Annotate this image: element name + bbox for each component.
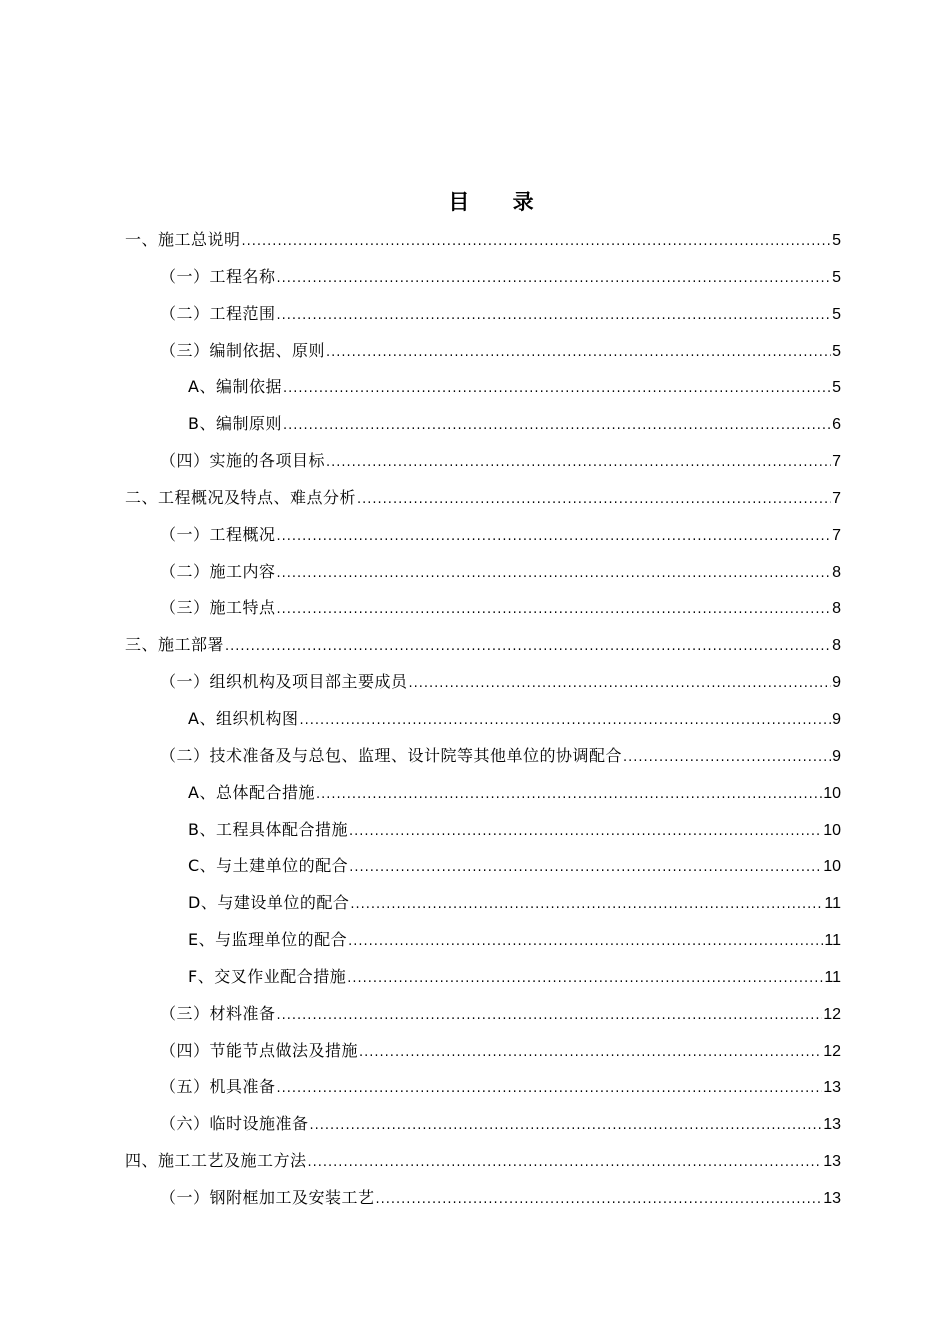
toc-page-number: 10: [823, 821, 841, 839]
toc-entry-text: 二、工程概况及特点、难点分析: [125, 487, 357, 507]
toc-entry-text: C、与土建单位的配合: [188, 856, 349, 876]
toc-entry-text: 四、施工工艺及施工方法: [125, 1151, 307, 1171]
toc-entry[interactable]: [125, 664, 841, 701]
toc-entry-text: （一）钢附框加工及安装工艺: [160, 1187, 375, 1207]
toc-entry[interactable]: [125, 296, 841, 333]
toc-entry[interactable]: [125, 554, 841, 591]
toc-page-number: 7: [832, 526, 841, 544]
toc-dot-leader: [277, 298, 832, 335]
toc-page-number: 11: [824, 932, 841, 950]
toc-dot-leader: [350, 887, 823, 924]
toc-dot-leader: [348, 924, 823, 961]
toc-entry-text: F、交叉作业配合措施: [188, 966, 347, 986]
toc-page-number: 12: [823, 1042, 841, 1060]
toc-page-number: 11: [824, 895, 841, 913]
toc-page-number: 6: [832, 416, 841, 434]
toc-page-number: 13: [823, 1116, 841, 1134]
toc-page-number: 7: [832, 489, 841, 507]
toc-entry-text: E、与监理单位的配合: [188, 930, 348, 950]
toc-entry[interactable]: [125, 222, 841, 259]
toc-dot-leader: [326, 335, 831, 372]
toc-dot-leader: [299, 703, 831, 740]
toc-entry[interactable]: [125, 259, 841, 296]
toc-entry-text: A、总体配合措施: [188, 782, 315, 802]
toc-entry-text: 一、施工总说明: [125, 230, 241, 249]
toc-page-number: 5: [832, 379, 841, 397]
toc-entry[interactable]: [125, 885, 841, 922]
toc-entry-text: （二）工程范围: [160, 303, 276, 323]
toc-entry[interactable]: [125, 1069, 841, 1106]
toc-list: [125, 222, 841, 1217]
toc-dot-leader: [347, 961, 823, 998]
toc-dot-leader: [277, 1071, 823, 1108]
toc-page-number: 8: [832, 600, 841, 618]
toc-page-number: 5: [832, 268, 841, 286]
toc-entry[interactable]: [125, 1143, 841, 1180]
toc-entry[interactable]: [125, 959, 841, 996]
toc-page-number: 5: [832, 305, 841, 323]
toc-dot-leader: [359, 1035, 822, 1072]
toc-page-number: 9: [832, 674, 841, 692]
toc-page-number: 13: [823, 1079, 841, 1097]
toc-dot-leader: [316, 777, 822, 814]
toc-entry-text: （三）施工特点: [160, 598, 276, 618]
toc-entry[interactable]: [125, 1106, 841, 1143]
toc-entry[interactable]: [125, 627, 841, 664]
toc-page-number: 13: [823, 1189, 841, 1207]
toc-page-number: 8: [832, 637, 841, 655]
toc-dot-leader: [308, 1145, 823, 1182]
toc-entry[interactable]: [125, 701, 841, 738]
toc-entry-text: （一）工程概况: [160, 524, 276, 544]
toc-title: 目 录: [448, 190, 552, 214]
toc-page-number: 7: [832, 453, 841, 471]
toc-entry[interactable]: [125, 333, 841, 370]
toc-dot-leader: [277, 592, 832, 629]
toc-entry-text: （一）组织机构及项目部主要成员: [160, 672, 408, 692]
toc-entry[interactable]: [125, 480, 841, 517]
toc-dot-leader: [357, 482, 831, 519]
toc-entry-text: （三）材料准备: [160, 1003, 276, 1023]
toc-entry[interactable]: [125, 738, 841, 775]
toc-entry-text: （六）临时设施准备: [160, 1114, 309, 1134]
toc-entry[interactable]: [125, 848, 841, 885]
toc-entry[interactable]: [125, 812, 841, 849]
toc-entry-text: （二）施工内容: [160, 561, 276, 581]
toc-entry-text: 三、施工部署: [125, 635, 225, 655]
toc-entry-text: B、编制原则: [188, 414, 282, 434]
toc-dot-leader: [310, 1108, 823, 1145]
toc-dot-leader: [349, 814, 822, 851]
toc-dot-leader: [326, 445, 831, 482]
toc-entry[interactable]: [125, 369, 841, 406]
toc-dot-leader: [349, 850, 822, 887]
toc-entry-text: （三）编制依据、原则: [160, 340, 326, 360]
toc-entry-text: （四）节能节点做法及措施: [160, 1040, 359, 1060]
toc-dot-leader: [277, 519, 832, 556]
toc-entry-text: （二）技术准备及与总包、监理、设计院等其他单位的协调配合: [160, 745, 623, 765]
toc-entry-text: （一）工程名称: [160, 266, 276, 286]
toc-dot-leader: [277, 556, 832, 593]
toc-dot-leader: [283, 371, 831, 408]
toc-entry-text: （五）机具准备: [160, 1077, 276, 1097]
toc-entry[interactable]: [125, 406, 841, 443]
toc-page-number: 12: [823, 1005, 841, 1023]
toc-entry-text: B、工程具体配合措施: [188, 819, 348, 839]
toc-entry-text: D、与建设单位的配合: [188, 893, 350, 913]
toc-page-number: 5: [832, 342, 841, 360]
toc-entry[interactable]: [125, 775, 841, 812]
toc-dot-leader: [376, 1182, 823, 1219]
toc-entry[interactable]: [125, 1033, 841, 1070]
toc-entry[interactable]: [125, 443, 841, 480]
toc-dot-leader: [623, 740, 831, 777]
toc-dot-leader: [277, 261, 832, 298]
toc-entry[interactable]: [125, 590, 841, 627]
toc-page-number: 5: [832, 232, 841, 249]
toc-page-number: 8: [832, 563, 841, 581]
toc-entry[interactable]: [125, 517, 841, 554]
toc-page-number: 10: [823, 784, 841, 802]
toc-dot-leader: [242, 224, 832, 261]
toc-dot-leader: [277, 998, 823, 1035]
toc-page-number: 11: [824, 968, 841, 986]
toc-entry-text: （四）实施的各项目标: [160, 451, 326, 471]
toc-entry-text: A、编制依据: [188, 377, 282, 397]
toc-page-number: 9: [832, 747, 841, 765]
toc-dot-leader: [225, 629, 831, 666]
toc-page-number: 9: [832, 710, 841, 728]
toc-page-number: 10: [823, 858, 841, 876]
toc-entry[interactable]: [125, 996, 841, 1033]
toc-entry-text: A、组织机构图: [188, 708, 299, 728]
toc-entry[interactable]: [125, 1180, 841, 1217]
toc-dot-leader: [283, 408, 831, 445]
toc-entry[interactable]: [125, 922, 841, 959]
toc-page-number: 13: [823, 1153, 841, 1171]
toc-dot-leader: [409, 666, 832, 703]
